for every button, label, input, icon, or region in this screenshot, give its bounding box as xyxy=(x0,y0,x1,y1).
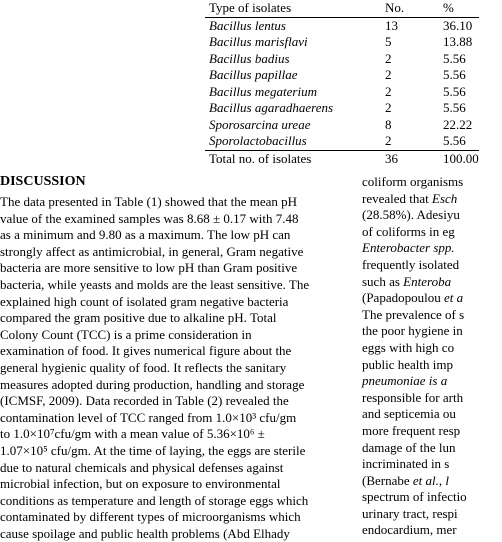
text-segment: (Bernabe xyxy=(362,472,413,488)
isolate-name: Bacillus badius xyxy=(209,50,290,66)
isolate-count: 2 xyxy=(385,100,392,115)
isolate-name: Bacillus lentus xyxy=(209,17,286,33)
text-line: 1.07×10⁵ cfu/gm. At the time of laying, the eggs are sterile xyxy=(0,442,306,458)
header-type: Type of isolates xyxy=(205,0,381,17)
text-segment: eggs with high co xyxy=(362,339,455,355)
text-segment: more frequent resp xyxy=(362,422,461,438)
text-line xyxy=(362,373,502,390)
isolate-name: Bacillus marisflavi xyxy=(209,34,308,49)
text-line: as a minimum and 9.80 as a maximum. The low pH can xyxy=(0,227,291,243)
text-line: microbial infection, but on exposure to environmental xyxy=(0,476,281,492)
isolate-percent: 5.56 xyxy=(443,83,466,99)
text-line xyxy=(362,323,502,340)
isolate-count: 2 xyxy=(385,133,392,148)
text-segment: incriminated in s xyxy=(362,456,450,472)
isolate-percent: 5.56 xyxy=(443,50,466,66)
italic-segment: pneumoniae is a xyxy=(362,373,448,389)
text-segment: endocardium, mer xyxy=(362,522,457,538)
text-line xyxy=(362,290,502,307)
isolates-table xyxy=(205,0,479,167)
isolate-count: 2 xyxy=(385,83,392,99)
discussion-right-column xyxy=(362,174,502,539)
text-segment: coliform organisms xyxy=(362,174,464,189)
text-segment: responsible for arth xyxy=(362,389,464,405)
isolate-count: 2 xyxy=(385,50,392,66)
text-segment: such as xyxy=(362,273,404,289)
header-no: No. xyxy=(381,0,439,17)
table-row xyxy=(205,117,479,134)
text-line xyxy=(362,522,502,539)
table-row xyxy=(205,133,479,150)
text-line xyxy=(362,390,502,407)
isolate-percent: 5.56 xyxy=(443,67,466,82)
table-row xyxy=(205,67,479,84)
total-label: Total no. of isolates xyxy=(205,150,381,167)
isolates-table-wrapper xyxy=(205,0,495,167)
isolate-percent: 22.22 xyxy=(443,116,473,132)
italic-segment: et a xyxy=(443,290,464,306)
text-line: due to natural chemicals and physical defenses against xyxy=(0,459,284,475)
text-line xyxy=(362,506,502,523)
text-segment: (28.58%). Adesiyu xyxy=(362,207,460,223)
text-line xyxy=(362,207,502,224)
text-line: examination of food. It gives numerical figure about the xyxy=(0,343,292,359)
table-total-row xyxy=(205,150,479,167)
italic-segment: Enterobacter spp. xyxy=(362,240,455,256)
text-line xyxy=(362,257,502,274)
text-segment: revealed that xyxy=(362,190,433,206)
text-line: explained high count of isolated gram negative bacteria xyxy=(0,293,289,309)
italic-segment: et al., l xyxy=(412,472,449,488)
text-line xyxy=(362,440,502,457)
table-row xyxy=(205,84,479,101)
isolate-percent: 13.88 xyxy=(443,34,473,49)
total-count: 36 xyxy=(381,150,439,167)
text-line: general hygienic quality of food. It reflects the sanitary xyxy=(0,359,287,375)
text-line xyxy=(362,357,502,374)
text-segment: damage of the lun xyxy=(362,439,456,455)
text-segment: spectrum of infectio xyxy=(362,489,467,505)
table-row xyxy=(205,51,479,68)
text-line xyxy=(362,224,502,241)
text-line xyxy=(362,340,502,357)
table-row xyxy=(205,34,479,51)
isolate-count: 5 xyxy=(385,34,392,49)
text-line xyxy=(362,406,502,423)
text-line xyxy=(362,174,502,191)
text-line: Colony Count (TCC) is a prime consideration in xyxy=(0,326,252,342)
text-segment: the poor hygiene in xyxy=(362,323,463,339)
text-segment: of coliforms in eg xyxy=(362,223,455,239)
isolate-name: Sporolactobacillus xyxy=(209,133,307,148)
discussion-heading: DISCUSSION xyxy=(0,174,86,189)
text-segment: urinary tract, respi xyxy=(362,505,458,521)
text-line: contamination level of TCC ranged from 1.0×10³ cfu/gm xyxy=(0,409,297,425)
text-line: contaminated by different types of microorganisms which xyxy=(0,509,301,525)
text-segment: frequently isolated xyxy=(362,256,460,272)
text-line: cause spoilage and public health problems (Abd Elhady xyxy=(0,525,290,541)
italic-segment: Esch xyxy=(432,190,458,206)
table-row xyxy=(205,17,479,34)
text-line xyxy=(362,456,502,473)
text-line: compared the gram positive due to alkaline pH. Total xyxy=(0,310,277,326)
text-line xyxy=(362,274,502,291)
isolate-name: Bacillus megaterium xyxy=(209,83,317,99)
table-body xyxy=(205,17,479,150)
header-percent: % xyxy=(439,0,479,17)
isolate-percent: 36.10 xyxy=(443,17,473,33)
text-line: strongly affect as antimicrobial, in general, Gram negative xyxy=(0,243,304,259)
discussion-left-column xyxy=(0,194,349,542)
text-line: bacteria, while yeasts and molds are the least sensitive. The xyxy=(0,276,310,292)
text-segment: public health imp xyxy=(362,356,453,372)
total-percent: 100.00 xyxy=(439,150,479,167)
text-line xyxy=(362,473,502,490)
isolate-count: 2 xyxy=(385,67,392,82)
text-line xyxy=(362,307,502,324)
text-segment: The prevalence of s xyxy=(362,306,465,322)
isolate-name: Bacillus papillae xyxy=(209,67,298,82)
italic-segment: Enteroba xyxy=(403,273,452,289)
text-line: conditions as temperature and length of storage eggs which xyxy=(0,492,309,508)
text-line: The data presented in Table (1) showed that the mean pH xyxy=(0,194,298,209)
text-line: value of the examined samples was 8.68 ± 0.17 with 7.48 xyxy=(0,210,299,226)
table-row xyxy=(205,100,479,117)
isolate-percent: 5.56 xyxy=(443,133,466,148)
text-line xyxy=(362,489,502,506)
text-segment: (Papadopoulou xyxy=(362,290,444,306)
text-line: to 1.0×10⁷cfu/gm with a mean value of 5.36×10⁶ ± xyxy=(0,426,265,442)
isolate-percent: 5.56 xyxy=(443,100,466,115)
isolate-count: 13 xyxy=(385,17,398,33)
table-header-row xyxy=(205,0,479,17)
text-line: (ICMSF, 2009). Data recorded in Table (2) revealed the xyxy=(0,393,289,409)
isolate-name: Bacillus agaradhaerens xyxy=(209,100,334,115)
text-segment: and septicemia ou xyxy=(362,406,456,422)
text-line xyxy=(362,423,502,440)
text-line xyxy=(362,240,502,257)
text-line xyxy=(362,191,502,208)
text-line: measures adopted during production, handling and storage xyxy=(0,376,305,392)
isolate-count: 8 xyxy=(385,116,392,132)
text-line: bacteria are more sensitive to low pH than Gram positive xyxy=(0,260,298,276)
isolate-name: Sporosarcina ureae xyxy=(209,116,311,132)
